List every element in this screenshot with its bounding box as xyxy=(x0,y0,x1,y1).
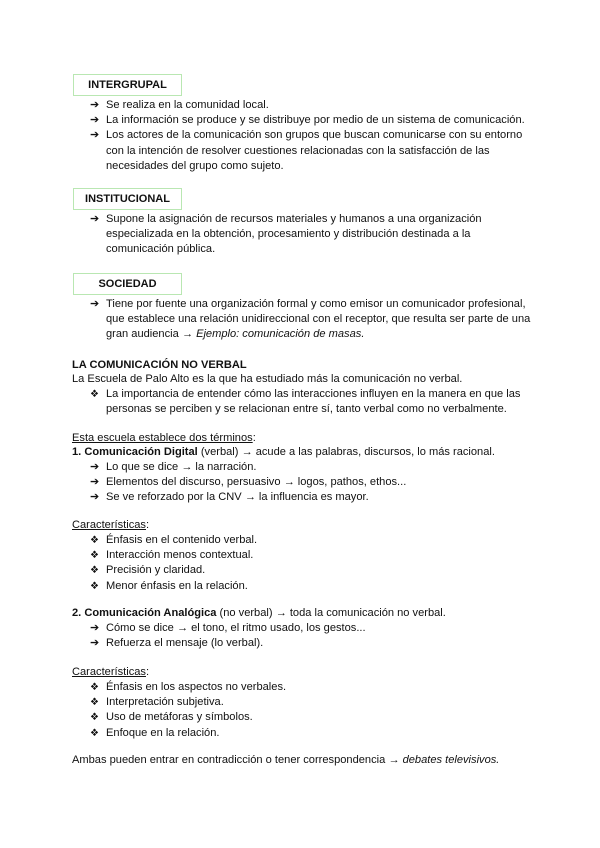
list-item: ➔ La información se produce y se distribuye por medio de un sistema de comunicación. xyxy=(90,113,540,128)
list-item: ➔ Supone la asignación de recursos materiales y humanos a una organización especializada en la obtención, procesamiento y distribución destinada a la comunicación pública. xyxy=(90,213,482,256)
list-item: ❖ Precisión y claridad. xyxy=(90,563,540,578)
arrow-icon: ➔ xyxy=(90,298,100,310)
arrow-icon: ➔ xyxy=(90,476,100,489)
list-item: ➔ Elementos del discurso, persuasivo → logos, pathos, ethos... xyxy=(90,475,540,490)
list-item: ➔ Lo que se dice → la narración. xyxy=(90,460,540,475)
section-title-intergrupal: INTERGRUPAL xyxy=(73,74,182,96)
list-item: ❖ Enfoque en la relación. xyxy=(90,726,540,741)
list-item: ❖ Énfasis en el contenido verbal. xyxy=(90,533,540,548)
arrow-icon: ➔ xyxy=(90,129,100,142)
digital-char-title: Características: xyxy=(72,519,150,531)
sociedad-list xyxy=(90,297,540,343)
diamond-icon: ❖ xyxy=(90,682,99,693)
diamond-icon: ❖ xyxy=(90,712,99,724)
arrow-icon: ➔ xyxy=(90,491,100,504)
analogica-char-list xyxy=(90,680,540,741)
noverbal-heading: LA COMUNICACIÓN NO VERBAL xyxy=(72,359,247,371)
list-item: ➔ Los actores de la comunicación son grupos que buscan comunicarse con su entorno con la intención de resolver cuestiones relacionadas con la satisfacción de las necesidades del grupo como sujeto. xyxy=(90,129,523,172)
list-item: ❖ Menor énfasis en la relación. xyxy=(90,579,540,594)
list-item: ❖ Uso de metáforas y símbolos. xyxy=(90,710,540,725)
list-item: ➔ Se realiza en la comunidad local. xyxy=(90,98,540,113)
noverbal-list xyxy=(90,387,540,417)
diamond-icon: ❖ xyxy=(90,580,99,592)
diamond-icon: ❖ xyxy=(90,389,99,400)
example-text: debates televisivos. xyxy=(402,754,500,766)
digital-heading: 1. Comunicación Digital (verbal) → acude a las palabras, discursos, lo más racional. xyxy=(72,446,495,458)
section-title-institucional: INSTITUCIONAL xyxy=(73,188,182,210)
diamond-icon: ❖ xyxy=(90,535,99,546)
arrow-icon: ➔ xyxy=(90,622,100,634)
list-item: ❖ Interpretación subjetiva. xyxy=(90,695,540,710)
digital-char-list xyxy=(90,533,540,594)
analogica-char-title: Características: xyxy=(72,666,150,678)
analogica-list xyxy=(90,621,540,651)
arrow-icon: ➔ xyxy=(90,213,100,225)
arrow-icon: ➔ xyxy=(90,637,100,650)
arrow-icon: ➔ xyxy=(90,114,100,127)
list-item: ➔ Tiene por fuente una organización formal y como emisor un comunicador profesional, que establece una relación unidireccional con el receptor, que resulta ser parte de una gran audiencia → Ejemplo: comunicación de masas. xyxy=(90,298,531,341)
digital-list xyxy=(90,460,540,506)
example-text: Ejemplo: comunicación de masas. xyxy=(196,328,365,341)
analogica-heading: 2. Comunicación Analógica (no verbal) → toda la comunicación no verbal. xyxy=(72,607,446,619)
diamond-icon: ❖ xyxy=(90,565,99,577)
list-item: ➔ Cómo se dice → el tono, el ritmo usado, los gestos... xyxy=(90,621,540,636)
list-item: ❖ Énfasis en los aspectos no verbales. xyxy=(90,680,540,695)
section-title-sociedad: SOCIEDAD xyxy=(73,273,182,295)
list-item: ❖ La importancia de entender cómo las interacciones influyen en la manera en que las personas se perciben y se relacionan entre sí, tanto verbal como no verbalmente. xyxy=(90,388,521,416)
conclusion: Ambas pueden entrar en contradicción o tener correspondencia → debates televisivos. xyxy=(72,754,500,766)
list-item: ❖ Interacción menos contextual. xyxy=(90,548,540,563)
terms-title: Esta escuela establece dos términos: xyxy=(72,432,256,444)
institucional-list xyxy=(90,212,540,258)
noverbal-intro: La Escuela de Palo Alto es la que ha estudiado más la comunicación no verbal. xyxy=(72,373,463,385)
diamond-icon: ❖ xyxy=(90,550,99,562)
diamond-icon: ❖ xyxy=(90,697,99,709)
arrow-icon: ➔ xyxy=(90,461,100,473)
list-item: ➔ Refuerza el mensaje (lo verbal). xyxy=(90,636,540,651)
list-item: ➔ Se ve reforzado por la CNV → la influencia es mayor. xyxy=(90,490,540,505)
intergrupal-list xyxy=(90,98,540,174)
diamond-icon: ❖ xyxy=(90,727,99,739)
arrow-icon: ➔ xyxy=(90,99,100,111)
